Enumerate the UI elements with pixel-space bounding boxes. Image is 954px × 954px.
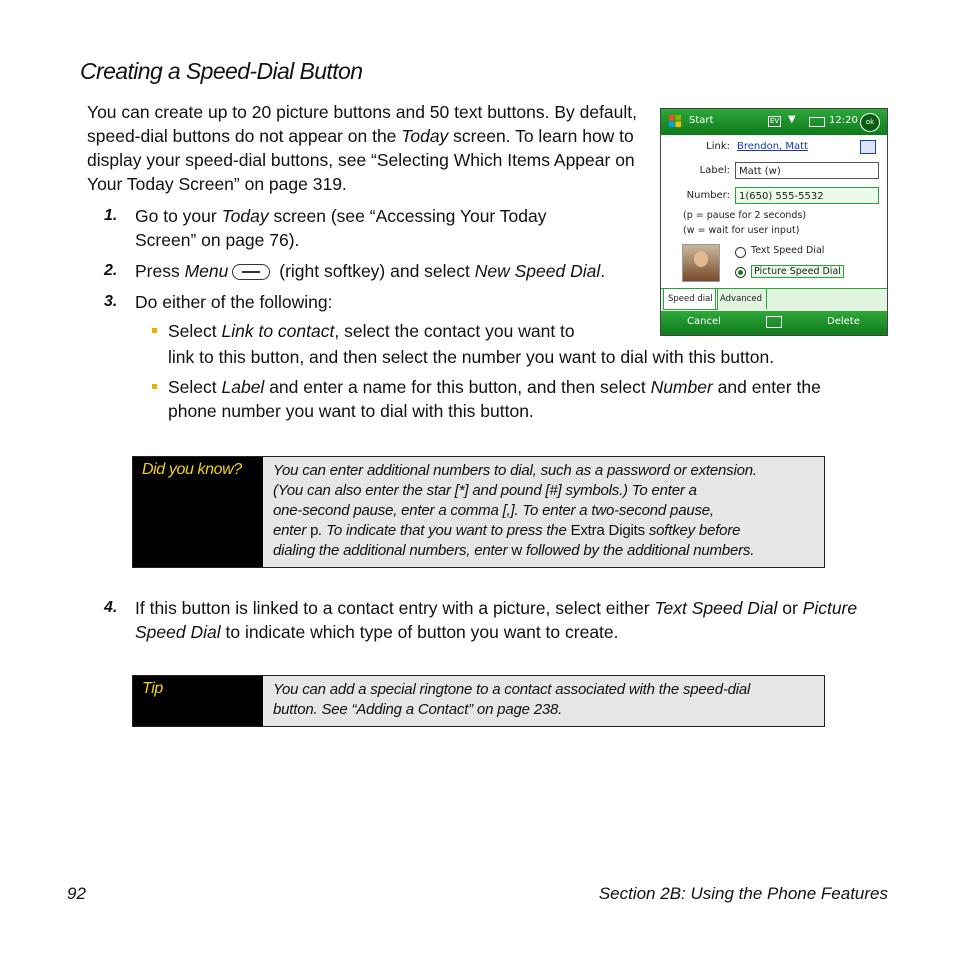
cancel-softkey[interactable]: Cancel: [687, 316, 721, 327]
picture-speed-dial-radio[interactable]: [735, 267, 746, 278]
tab-bar: [661, 288, 887, 311]
step-text: Do either of the following:: [135, 292, 333, 312]
ev-badge: EV: [770, 117, 780, 125]
bullet-marker: [152, 328, 157, 333]
step-number: 1.: [104, 207, 118, 224]
phone-title-bar: [661, 109, 887, 135]
tab-speed-dial[interactable]: Speed dial: [663, 289, 718, 310]
step-text: Press Menu (right softkey) and select New Speed Dial.: [135, 261, 606, 281]
signal-icon: ▼: [788, 114, 796, 125]
number-input[interactable]: 1(650) 555-5532: [735, 187, 879, 204]
bullet-text: Select Label and enter a name for this button, and then select Number and enter the phone number you want to dial with this button.: [168, 377, 821, 421]
step-text: Go to your Today screen (see “Accessing Your Today Screen” on page 76).: [135, 206, 547, 250]
did-you-know-tag: Did you know?: [133, 457, 263, 567]
start-menu[interactable]: Start: [689, 115, 714, 126]
menu-softkey-icon: [232, 264, 270, 280]
clock: 12:20: [829, 115, 858, 126]
section-footer: Section 2B: Using the Phone Features: [598, 884, 888, 903]
tip-box: [132, 675, 825, 727]
contact-photo: [682, 244, 720, 282]
tip-text: You can add a special ringtone to a contact associated with the speed-dial button. See “Adding a Contact” on page 238.: [273, 681, 751, 718]
link-contact[interactable]: Brendon, Matt: [737, 141, 809, 152]
bullet-marker: [152, 384, 157, 389]
intro-paragraph: You can create up to 20 picture buttons and 50 text buttons. By default, speed-dial buttons do not appear on the Today screen. To learn how to display your speed-dial buttons, see “Selecting Which Items Appear on Your Today Screen” on page 319.: [87, 102, 638, 194]
number-label: Number:: [686, 190, 730, 201]
step-number: 4.: [104, 599, 118, 616]
tip-tag: Tip: [133, 676, 263, 726]
delete-softkey[interactable]: Delete: [827, 316, 860, 327]
picture-speed-dial-label[interactable]: Picture Speed Dial: [751, 265, 844, 278]
battery-icon: [809, 117, 825, 127]
contacts-book-icon[interactable]: [860, 140, 876, 154]
section-heading: Creating a Speed-Dial Button: [80, 58, 363, 84]
did-you-know-text: You can enter additional numbers to dial, such as a password or extension. (You can also enter the star [*] and pound [#] symbols.) To enter a one-second pause, enter a comma [,]. To enter a two-second pause, enter p. To indicate that you want to press the Extra Digits softkey before dialing the additional numbers, enter w followed by the additional numbers.: [273, 462, 757, 559]
phone-screenshot: [660, 108, 888, 336]
label-label: Label:: [699, 165, 730, 176]
keyboard-icon[interactable]: [766, 316, 782, 328]
text-speed-dial-label[interactable]: Text Speed Dial: [751, 245, 825, 256]
ok-button[interactable]: ok: [860, 113, 880, 132]
text-speed-dial-radio[interactable]: [735, 247, 746, 258]
link-label: Link:: [706, 141, 730, 152]
label-input[interactable]: Matt (w): [735, 162, 879, 179]
pause-hints: (p = pause for 2 seconds) (w = wait for user input): [683, 210, 807, 236]
step-text: If this button is linked to a contact entry with a picture, select either Text Speed Dial or Picture Speed Dial to indicate which type of button you want to create.: [135, 598, 858, 642]
windows-logo-icon: [669, 115, 681, 127]
step-number: 3.: [104, 293, 118, 310]
did-you-know-box: [132, 456, 825, 568]
bullet-text: Select Link to contact, select the contact you want to link to this button, and then select the number you want to dial with this button.: [168, 321, 775, 367]
softkey-bar: [661, 311, 887, 335]
tab-advanced[interactable]: Advanced: [715, 289, 767, 309]
page-number: 92: [67, 884, 86, 903]
step-number: 2.: [104, 262, 118, 279]
